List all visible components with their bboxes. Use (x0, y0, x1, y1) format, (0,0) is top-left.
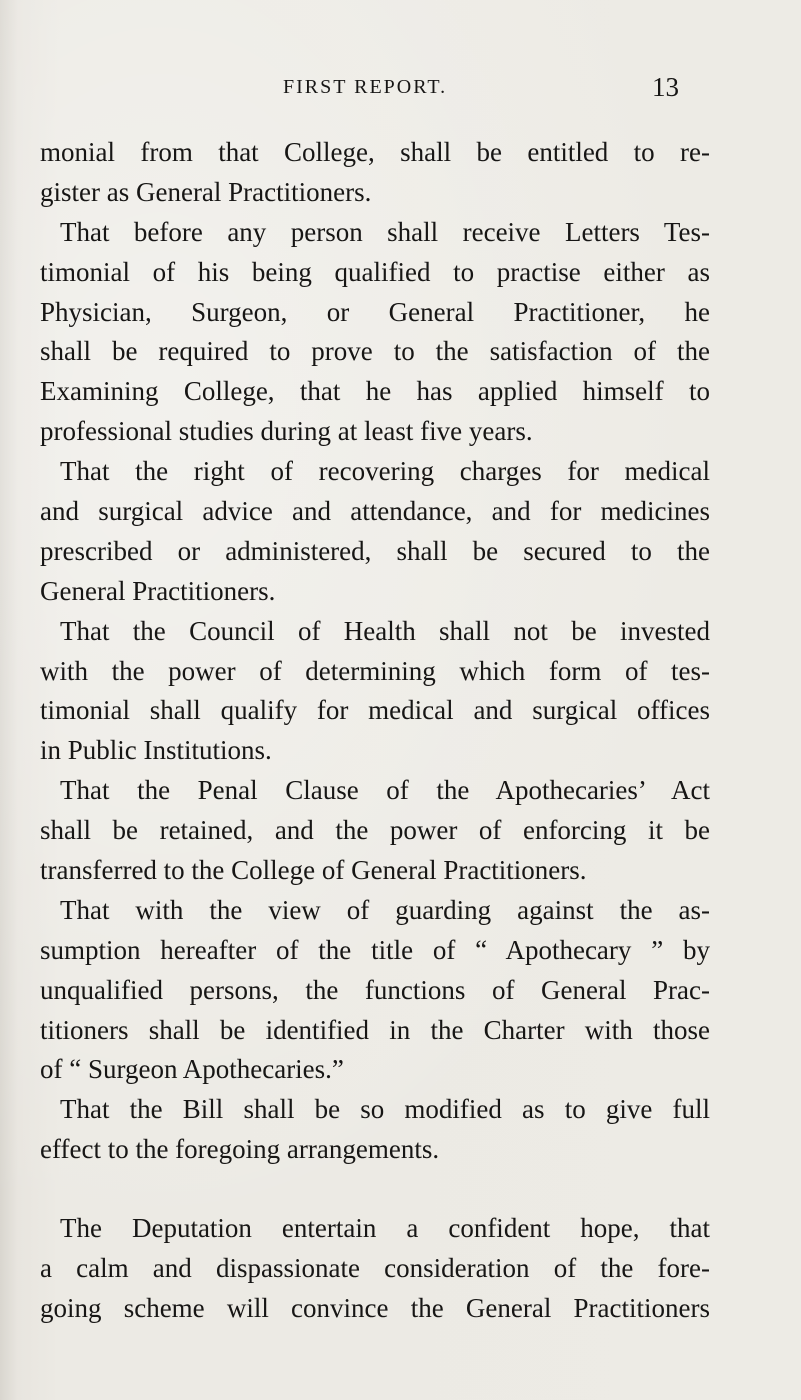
text-line: The Deputation entertain a confident hope, that (60, 1213, 710, 1244)
text-line: That the Penal Clause of the Apothecaries’ Act (60, 775, 710, 806)
text-line: That the Bill shall be so modified as to give full (60, 1094, 710, 1125)
body-text (40, 133, 710, 1329)
text-line: timonial of his being qualified to practise either as (40, 256, 710, 287)
text-line: gister as General Practitioners. (40, 176, 372, 207)
text-line: That with the view of guarding against the as- (60, 894, 710, 925)
text-line: Examining College, that he has applied himself to (40, 376, 710, 407)
text-line: shall be retained, and the power of enforcing it be (40, 815, 710, 846)
page-number: 13 (652, 72, 679, 102)
page-header (0, 72, 801, 112)
text-line: shall be required to prove to the satisfaction of the (40, 336, 710, 367)
text-line: and surgical advice and attendance, and for medicines (40, 496, 710, 527)
text-line: That the Council of Health shall not be invested (60, 615, 710, 646)
text-line: Physician, Surgeon, or General Practitioner, he (40, 296, 710, 327)
text-line: going scheme will convince the General Practitioners (40, 1292, 710, 1323)
text-line: in Public Institutions. (40, 735, 272, 766)
text-line: monial from that College, shall be entitled to re- (40, 137, 710, 167)
running-title: FIRST REPORT. (283, 76, 448, 98)
paragraph-gap (40, 1170, 710, 1209)
text-line: timonial shall qualify for medical and surgical offices (40, 695, 710, 726)
text-line: a calm and dispassionate consideration of the fore- (40, 1253, 710, 1284)
text-line: General Practitioners. (40, 575, 276, 606)
text-line: unqualified persons, the functions of General Prac- (40, 974, 710, 1005)
text-line: That the right of recovering charges for medical (60, 456, 710, 487)
text-line: sumption hereafter of the title of “ Apothecary ” by (40, 934, 710, 965)
text-line: transferred to the College of General Practitioners. (40, 855, 587, 886)
text-line: That before any person shall receive Letters Tes- (60, 216, 710, 247)
text-line: professional studies during at least five years. (40, 416, 533, 447)
text-line: effect to the foregoing arrangements. (40, 1134, 440, 1165)
text-line: of “ Surgeon Apothecaries.” (40, 1054, 344, 1085)
text-line: prescribed or administered, shall be secured to the (40, 535, 710, 566)
text-line: titioners shall be identified in the Charter with those (40, 1014, 710, 1045)
text-line: with the power of determining which form of tes- (40, 655, 710, 686)
